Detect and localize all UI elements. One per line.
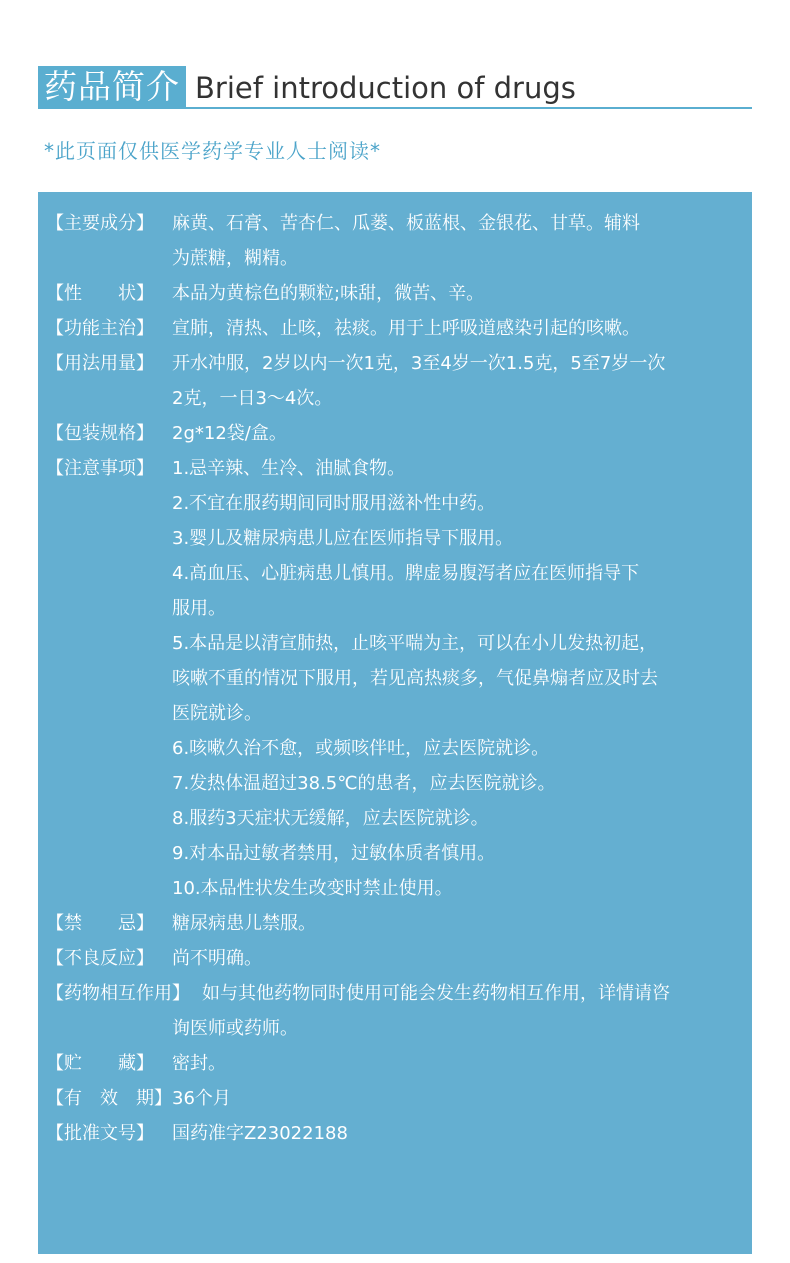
field-value: 如与其他药物同时使用可能会发生药物相互作用，详情请咨 (202, 983, 670, 1004)
field-label: 【贮 藏】 (46, 1053, 154, 1074)
label-spacer (46, 556, 172, 591)
label-spacer (46, 241, 172, 276)
field-value: 3.婴儿及糖尿病患儿应在医师指导下服用。 (172, 528, 514, 549)
drug-info-row (46, 661, 746, 696)
field-value: 糖尿病患儿禁服。 (172, 913, 316, 934)
header-title-en: Brief introduction of drugs (195, 71, 576, 105)
field-value: 麻黄、石膏、苦杏仁、瓜蒌、板蓝根、金银花、甘草。辅料 (172, 213, 640, 234)
field-label: 【功能主治】 (46, 318, 154, 339)
drug-info-row (46, 1116, 746, 1151)
label-spacer (46, 661, 172, 696)
drug-info-row (46, 626, 746, 661)
drug-info-row (46, 731, 746, 766)
field-value: 国药准字Z23022188 (172, 1123, 348, 1144)
field-value: 本品为黄棕色的颗粒;味甜，微苦、辛。 (172, 283, 485, 304)
drug-info-row (46, 941, 746, 976)
drug-info-row (46, 276, 746, 311)
field-value: 2.不宜在服药期间同时服用滋补性中药。 (172, 493, 496, 514)
field-label: 【主要成分】 (46, 213, 154, 234)
drug-info-row (46, 381, 746, 416)
header-divider (38, 107, 752, 109)
field-label: 【禁 忌】 (46, 913, 154, 934)
field-value: 咳嗽不重的情况下服用，若见高热痰多，气促鼻煽者应及时去 (172, 668, 658, 689)
drug-info-row (46, 871, 746, 906)
field-value: 尚不明确。 (172, 948, 262, 969)
professional-notice: *此页面仅供医学药学专业人士阅读* (44, 139, 381, 163)
field-value: 医院就诊。 (172, 703, 262, 724)
field-value: 开水冲服，2岁以内一次1克，3至4岁一次1.5克，5至7岁一次 (172, 353, 666, 374)
field-label: 【有 效 期】 (46, 1088, 172, 1109)
field-value: 36个月 (172, 1088, 231, 1109)
label-spacer (46, 696, 172, 731)
field-value: 9.对本品过敏者禁用，过敏体质者慎用。 (172, 843, 496, 864)
field-label: 【药物相互作用】 (46, 983, 190, 1004)
header-title-cn: 药品简介 (38, 66, 186, 108)
drug-info-panel (38, 192, 752, 1254)
drug-info-row (46, 556, 746, 591)
label-spacer (46, 871, 172, 906)
label-spacer (46, 801, 172, 836)
label-spacer (46, 626, 172, 661)
field-value: 10.本品性状发生改变时禁止使用。 (172, 878, 453, 899)
drug-info-row (46, 346, 746, 381)
drug-info-row (46, 206, 746, 241)
drug-info-row (46, 836, 746, 871)
drug-info-row (46, 1081, 746, 1116)
drug-info-row (46, 311, 746, 346)
drug-info-row (46, 801, 746, 836)
drug-info-row (46, 1046, 746, 1081)
field-label: 【不良反应】 (46, 948, 154, 969)
field-label: 【包装规格】 (46, 423, 154, 444)
drug-info-row (46, 486, 746, 521)
drug-info-row (46, 451, 746, 486)
label-spacer (46, 1011, 172, 1046)
drug-info-row (46, 906, 746, 941)
label-spacer (46, 521, 172, 556)
label-spacer (46, 731, 172, 766)
drug-info-list (46, 206, 746, 1151)
field-value: 1.忌辛辣、生冷、油腻食物。 (172, 458, 406, 479)
drug-info-row (46, 696, 746, 731)
field-value: 7.发热体温超过38.5℃的患者，应去医院就诊。 (172, 773, 556, 794)
label-spacer (46, 591, 172, 626)
field-label: 【批准文号】 (46, 1123, 154, 1144)
section-header (38, 66, 752, 108)
field-value: 5.本品是以清宣肺热，止咳平喘为主，可以在小儿发热初起， (172, 633, 658, 654)
field-value: 8.服药3天症状无缓解，应去医院就诊。 (172, 808, 489, 829)
drug-info-row (46, 241, 746, 276)
drug-info-row (46, 1011, 746, 1046)
drug-info-row (46, 766, 746, 801)
drug-info-row (46, 521, 746, 556)
field-value: 4.高血压、心脏病患儿慎用。脾虚易腹泻者应在医师指导下 (172, 563, 640, 584)
field-label: 【性 状】 (46, 283, 154, 304)
field-value: 宣肺，清热、止咳，祛痰。用于上呼吸道感染引起的咳嗽。 (172, 318, 640, 339)
label-spacer (46, 766, 172, 801)
drug-info-row (46, 416, 746, 451)
drug-info-row (46, 976, 746, 1011)
label-spacer (46, 486, 172, 521)
label-spacer (46, 836, 172, 871)
field-value: 为蔗糖，糊精。 (172, 248, 298, 269)
field-value: 询医师或药师。 (172, 1018, 298, 1039)
drug-info-row (46, 591, 746, 626)
field-label: 【用法用量】 (46, 353, 154, 374)
field-value: 密封。 (172, 1053, 226, 1074)
field-value: 2g*12袋/盒。 (172, 423, 287, 444)
field-value: 2克，一日3～4次。 (172, 388, 333, 409)
label-spacer (46, 381, 172, 416)
field-value: 6.咳嗽久治不愈，或频咳伴吐，应去医院就诊。 (172, 738, 550, 759)
field-label: 【注意事项】 (46, 458, 154, 479)
field-value: 服用。 (172, 598, 226, 619)
